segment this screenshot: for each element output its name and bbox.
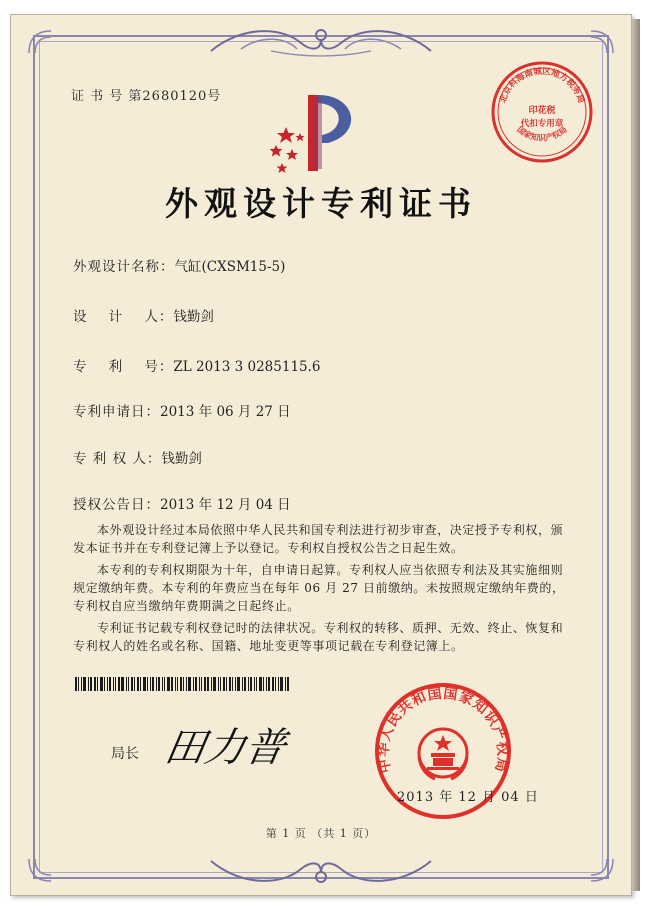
barcode-bar <box>223 677 225 691</box>
barcode-bar <box>220 677 221 691</box>
barcode-bar <box>118 677 120 691</box>
field-value: 气缸(CXSM15-5) <box>174 259 286 275</box>
barcode-bar <box>97 677 98 691</box>
barcode-bar <box>113 677 114 691</box>
barcode-bar <box>171 677 173 691</box>
field-value: 钱勤剑 <box>161 451 202 467</box>
barcode-bar <box>90 677 92 691</box>
barcode-bar <box>266 677 267 691</box>
barcode-bar <box>175 677 176 691</box>
stamp-center-line1: 印花税 <box>528 106 556 116</box>
barcode-bar <box>285 677 286 691</box>
field-label: 专 利 号： <box>73 359 174 375</box>
corner-ornament <box>25 855 55 885</box>
field-label: 外观设计名称： <box>73 259 175 275</box>
barcode-bar <box>104 677 105 691</box>
corner-ornament <box>587 27 617 57</box>
body-paragraph: 本外观设计经过本局依照中华人民共和国专利法进行初步审查，决定授予专利权，颁发本证书并在专利登记簿上予以登记。专利权自授权公告之日起生效。 <box>73 523 564 555</box>
barcode-bar <box>156 677 157 691</box>
barcode-bar <box>237 677 240 691</box>
barcode-bar <box>213 677 216 691</box>
barcode-bar <box>232 677 233 691</box>
certificate-sheet <box>10 14 632 896</box>
stamp-center-line2: 代扣专用章 <box>520 119 564 129</box>
barcode-bar <box>88 677 89 691</box>
page-number: 第 1 页 （共 1 页） <box>265 827 377 840</box>
barcode-bar <box>235 677 236 691</box>
barcode-bar <box>115 677 116 691</box>
barcode-bar <box>207 677 209 691</box>
barcode-bar <box>94 677 96 691</box>
certificate-body <box>73 521 573 659</box>
barcode-bar <box>107 677 108 691</box>
patent-office-logo <box>266 87 376 177</box>
field-label: 授权公告日： <box>73 497 160 513</box>
barcode-bar <box>134 677 135 691</box>
barcode-bar <box>137 677 139 691</box>
barcode-bar <box>248 677 249 691</box>
stamp-bottom-text: 国家知识产权局 <box>515 124 569 143</box>
barcode-bar <box>278 677 279 691</box>
barcode-bar <box>254 677 255 691</box>
barcode-bar <box>83 677 86 691</box>
field-design-name <box>73 255 285 275</box>
barcode-bar <box>78 677 79 691</box>
page-title: 外观设计专利证书 <box>165 184 477 223</box>
barcode-bar <box>186 677 187 691</box>
barcode-bar <box>167 677 170 691</box>
barcode-bar <box>211 677 212 691</box>
barcode-bar <box>128 677 129 691</box>
bottom-ornament <box>201 851 441 891</box>
field-application-date <box>73 400 291 420</box>
field-grant-date <box>73 493 291 513</box>
body-paragraph: 本专利的专利权期限为十年，自申请日起算。专利权人应当依照专利法及其实施细则规定缴纳年费。本专利的年费应当在每年 06 月 27 日前缴纳。未按照规定缴纳年费的，专利权自应当缴纳年费期满之日起终止。 <box>73 563 565 613</box>
barcode-bar <box>259 677 262 691</box>
tax-stamp <box>489 59 595 165</box>
corner-ornament <box>25 27 55 57</box>
barcode-bar <box>242 677 243 691</box>
seal-ring-text: 中华人民共和国国家知识产权局 <box>375 685 511 775</box>
top-ornament <box>201 21 441 61</box>
corner-ornament <box>587 855 617 885</box>
field-value: 2013 年 06 月 27 日 <box>160 404 291 420</box>
seal-date: 2013 年 12 月 04 日 <box>397 790 539 805</box>
director-signature <box>161 715 321 775</box>
signature-text: 田力普 <box>161 724 290 771</box>
barcode-bar <box>162 677 163 691</box>
barcode-bar <box>152 677 154 691</box>
barcode-bar <box>268 677 270 691</box>
barcode-bar <box>280 677 283 691</box>
barcode-bar <box>204 677 206 691</box>
barcode-bar <box>218 677 219 691</box>
barcode-bar <box>100 677 103 691</box>
barcode-bar <box>109 677 111 691</box>
field-label: 设 计 人： <box>73 309 174 325</box>
barcode-bar <box>287 677 289 691</box>
body-paragraph: 专利证书记载专利权登记时的法律状况。专利权的转移、质押、无效、终止、恢复和专利权人的姓名或名称、国籍、地址变更等事项记载在专利登记簿上。 <box>73 621 564 653</box>
barcode-bar <box>188 677 191 691</box>
barcode-bar <box>250 677 252 691</box>
barcode-bar <box>275 677 276 691</box>
barcode-bar <box>121 677 124 691</box>
field-label: 专利申请日： <box>73 404 160 420</box>
field-value: ZL 2013 3 0285115.6 <box>173 359 321 375</box>
certificate-number: 证 书 号 第2680120号 <box>71 89 222 104</box>
barcode <box>75 677 295 691</box>
field-patent-number <box>73 355 321 375</box>
barcode-bar <box>164 677 165 691</box>
barcode-bar <box>158 677 160 691</box>
field-value: 2013 年 12 月 04 日 <box>160 497 291 513</box>
field-patentee <box>73 447 202 467</box>
field-value: 钱勤剑 <box>173 309 214 325</box>
svg-text:北京科海南城区地方税务局 <box>497 66 586 105</box>
barcode-bar <box>81 677 82 691</box>
barcode-bar <box>226 677 227 691</box>
national-emblem-icon <box>419 729 467 779</box>
barcode-bar <box>256 677 257 691</box>
barcode-bar <box>143 677 146 691</box>
stamp-ring-text: 北京科海南城区地方税务局 <box>498 66 586 105</box>
barcode-bar <box>199 677 200 691</box>
barcode-bar <box>201 677 202 691</box>
barcode-bar <box>75 677 77 691</box>
barcode-bar <box>131 677 133 691</box>
barcode-bar <box>180 677 182 691</box>
barcode-bar <box>126 677 127 691</box>
barcode-bar <box>150 677 151 691</box>
barcode-bar <box>193 677 194 691</box>
barcode-bar <box>263 677 264 691</box>
barcode-bar <box>140 677 141 691</box>
barcode-bar <box>177 677 178 691</box>
barcode-bar <box>195 677 197 691</box>
barcode-bar <box>244 677 246 691</box>
barcode-bar <box>183 677 184 691</box>
field-designer <box>73 305 214 325</box>
field-label: 专 利 权 人： <box>73 451 162 467</box>
director-label: 局长 <box>111 746 139 762</box>
barcode-bar <box>229 677 231 691</box>
barcode-bar <box>147 677 148 691</box>
barcode-bar <box>272 677 274 691</box>
